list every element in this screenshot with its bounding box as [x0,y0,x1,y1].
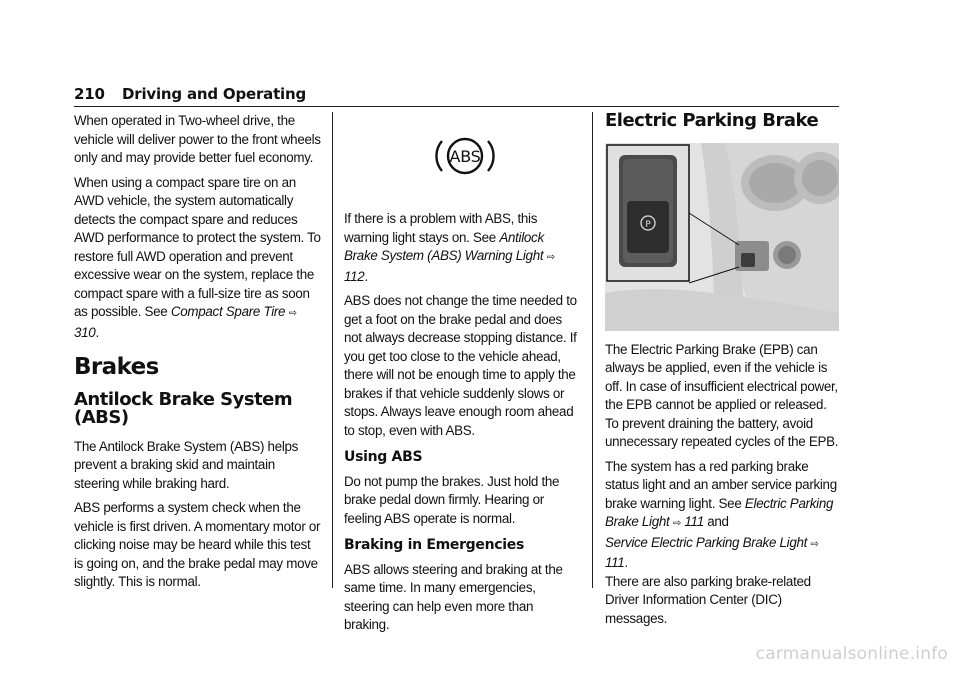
page-header [74,84,839,107]
abs-warning-light-icon [432,136,498,176]
abs-system-check-paragraph: ABS performs a system check when the vehicle is first driven. A momentary motor or clicking noise may be heard while this test is going on, and the brake pedal may move slightly. This is normal. [74,500,321,589]
compact-spare-link[interactable]: Compact Spare Tire [170,304,286,319]
abs-icon-text: ABS [449,147,481,166]
using-abs-heading: Using ABS [344,449,423,465]
braking-emergencies-heading: Braking in Emergencies [344,537,524,553]
epb-light-link[interactable]: Electric Parking Brake Light [605,495,834,529]
page-ref-arrow-icon: ⇨ [546,252,555,263]
abs-warning-light-page[interactable]: 112 [344,268,365,284]
abs-warning-paragraph: If there is a problem with ABS, this warning light stays on. See Antilock Brake System (ABS) Warning Light ⇨ 112. [344,211,555,284]
compact-spare-paragraph: When using a compact spare tire on an AWD vehicle, the system automatically detects the compact spare and reduces AWD performance to protect the system. To restore full AWD operation and prevent excessive wear on the system, replace the compact spare with a full-size tire as soon as possible. See Compact Spare Tire ⇨ 310. [74,174,321,340]
awd-two-wheel-paragraph: When operated in Two-wheel drive, the vehicle will deliver power to the front wheels only and may provide better fuel economy. [74,113,321,165]
abs-warning-light-link[interactable]: Antilock Brake System (ABS) Warning Light [344,229,544,263]
service-epb-light-page[interactable]: 111 [605,555,625,570]
epb-intro-paragraph: The Electric Parking Brake (EPB) can always be applied, even if the vehicle is off. In case of insufficient electrical power, the EPB cannot be applied or released. To prevent draining the battery, avoid unnecessary repeated cycles of the EPB. [605,341,839,449]
column-middle [344,112,580,641]
epb-lights-paragraph: The system has a red parking brake status light and an amber service parking brake warning light. See Electric Parking Brake Light ⇨ 111 and Service Electric Parking Brake Light ⇨ 111. There are also parking brake-related Driver Information Center (DIC) messages. [605,458,837,626]
abs-stopping-paragraph: ABS does not change the time needed to get a foot on the brake pedal and does not always decrease stopping distance. If you get too close to the vehicle ahead, there will not be enough time to apply the brakes if that vehicle suddenly slows or stops. Always leave enough room ahead to stop, even with ABS. [344,293,577,438]
section-title: Driving and Operating [122,85,307,103]
brakes-heading: Brakes [74,354,159,380]
column-left [74,112,322,598]
column-divider-1 [332,112,333,588]
page-ref-arrow-icon: ⇨ [810,538,819,550]
using-abs-paragraph: Do not pump the brakes. Just hold the brake pedal down firmly. Hearing or feeling ABS operate is normal. [344,473,560,526]
service-epb-light-link[interactable]: Service Electric Parking Brake Light [605,534,808,550]
page-ref-arrow-icon: ⇨ [288,308,297,319]
braking-emergencies-paragraph: ABS allows steering and braking at the same time. In many emergencies, steering can help even more than braking. [344,561,563,632]
compact-spare-page[interactable]: 310 [74,324,96,340]
page-number: 210 [74,85,105,103]
epb-console-image [605,143,839,331]
page-ref-arrow-icon: ⇨ [672,518,681,529]
column-divider-2 [592,112,593,588]
watermark: carmanualsonline.info [755,644,948,664]
epb-heading: Electric Parking Brake [605,110,819,131]
epb-switch-symbol: P [645,219,651,230]
abs-intro-paragraph: The Antilock Brake System (ABS) helps prevent a braking skid and maintain steering while braking hard. [74,438,299,491]
abs-heading: Antilock Brake System (ABS) [74,388,293,428]
epb-light-page[interactable]: 111 [684,514,704,529]
column-right [605,112,839,634]
